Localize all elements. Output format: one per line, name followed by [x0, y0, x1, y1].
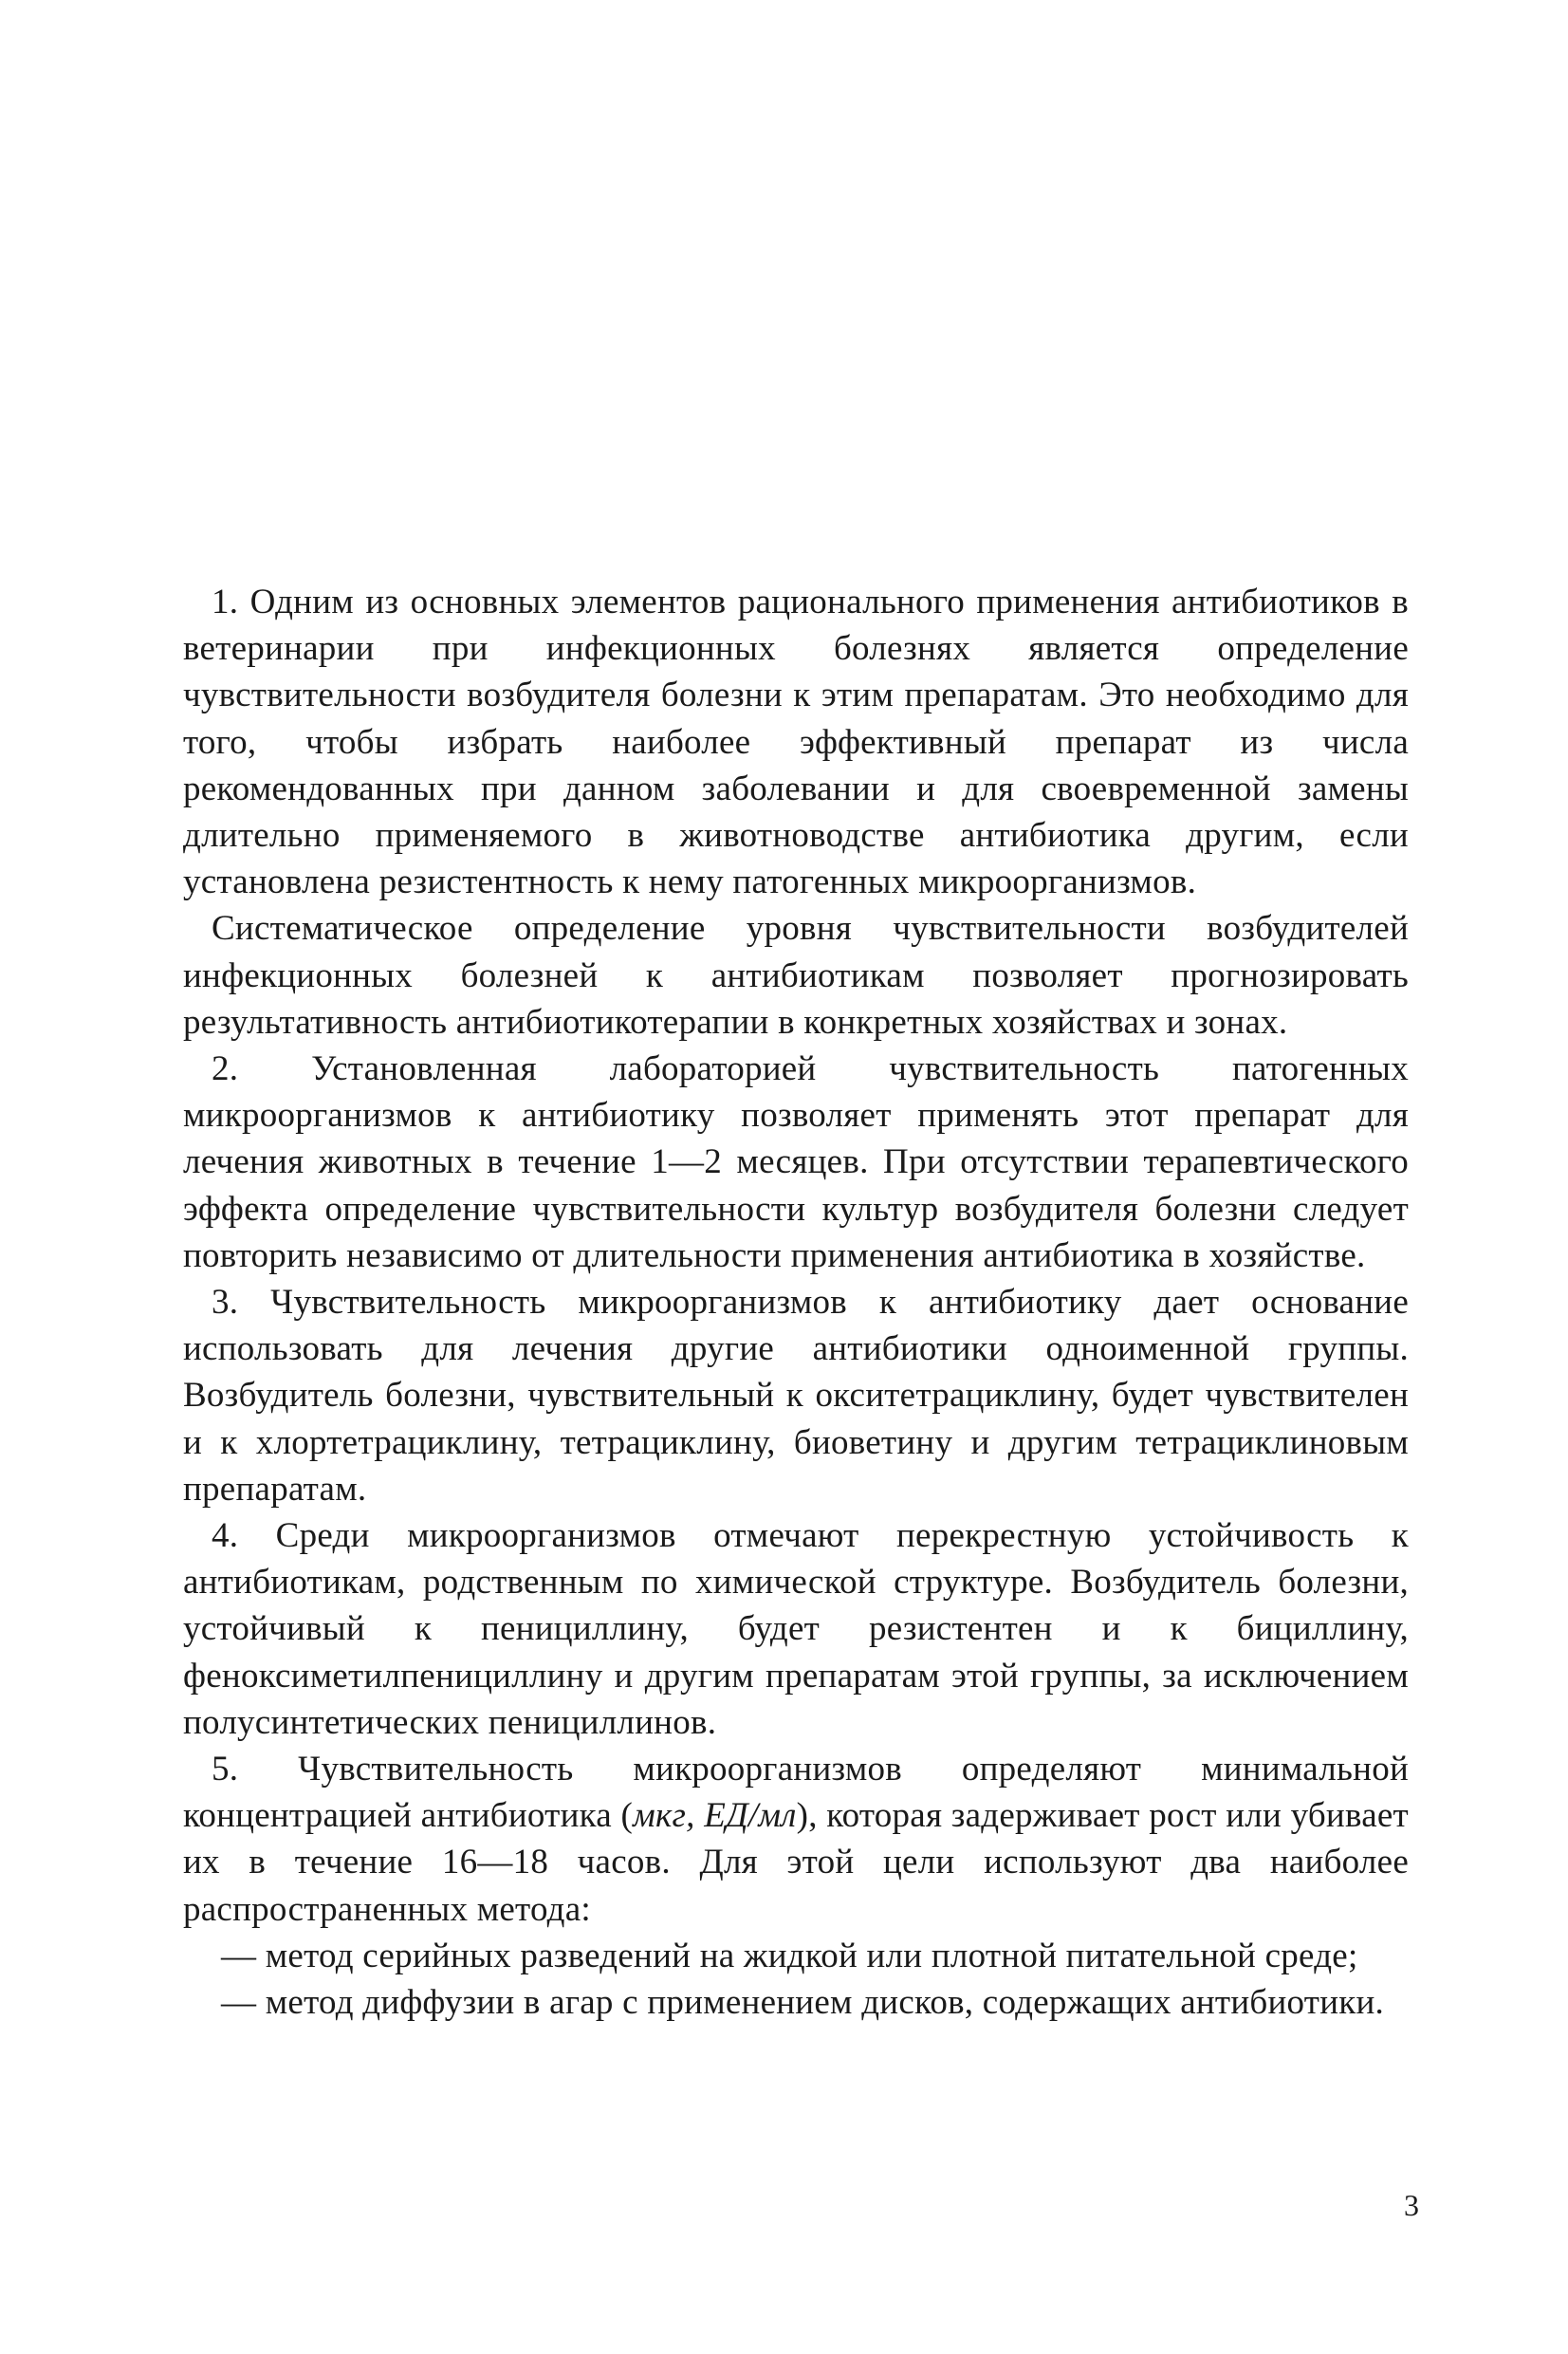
paragraph-2: 2. Установленная лабораторией чувствительность патогенных микроорганизмов к антибиотику позволяет применять этот препарат для лечения животных в течение 1—2 месяцев. При отсутствии терапевтического эффекта определение чувствительности культур возбудителя болезни следует повторить независимо от длительности применения антибиотика в хозяйстве.	[183, 1049, 1409, 1275]
paragraph-5	[183, 1746, 1409, 1933]
paragraph-5-end: ), которая задерживает рост или убивает их в течение 16—18 часов. Для этой цели используют два наиболее распространенных метода:	[183, 1796, 1409, 1929]
paragraph-1: 1. Одним из основных элементов рационального применения антибиотиков в ветеринарии при инфекционных болезнях является определение чувствительности возбудителя болезни к этим препаратам. Это необходимо для того, чтобы избрать наиболее эффективный препарат из числа рекомендованных при данном заболевании и для своевременной замены длительно применяемого в животноводстве антибиотика другим, если установлена резистентность к нему патогенных микроорганизмов.	[183, 583, 1409, 902]
paragraph-4: 4. Среди микроорганизмов отмечают перекрестную устойчивость к антибиотикам, родственным по химической структуре. Возбудитель болезни, устойчивый к пенициллину, будет резистентен и к бициллину, феноксиметилпенициллину и другим препаратам этой группы, за исключением полусинтетических пенициллинов.	[183, 1516, 1409, 1742]
page-number: 3	[1404, 2188, 1419, 2222]
method-serial-dilution: — метод серийных разведений на жидкой или плотной питательной среде;	[221, 1936, 1358, 1975]
method-agar-diffusion: — метод диффузии в агар с применением дисков, содержащих антибиотики.	[221, 1983, 1385, 2023]
units-italic: мкг, ЕД/мл	[633, 1796, 797, 1836]
paragraph-5-start: 5. Чувствительность микроорганизмов определяют минимальной концентрацией антибиотика (	[183, 1750, 1409, 1836]
paragraph-3: 3. Чувствительность микроорганизмов к антибиотику дает основание использовать для лечения другие антибиотики одноименной группы. Возбудитель болезни, чувствительный к окситетрациклину, будет чувствителен и к хлортетрациклину, тетрациклину, биоветину и другим тетрациклиновым препаратам.	[183, 1283, 1409, 1509]
body-text	[183, 579, 1409, 2026]
paragraph-1-continued: Систематическое определение уровня чувствительности возбудителей инфекционных болезней к антибиотикам позволяет прогнозировать результативность антибиотикотерапии в конкретных хозяйствах и зонах.	[183, 909, 1409, 1042]
